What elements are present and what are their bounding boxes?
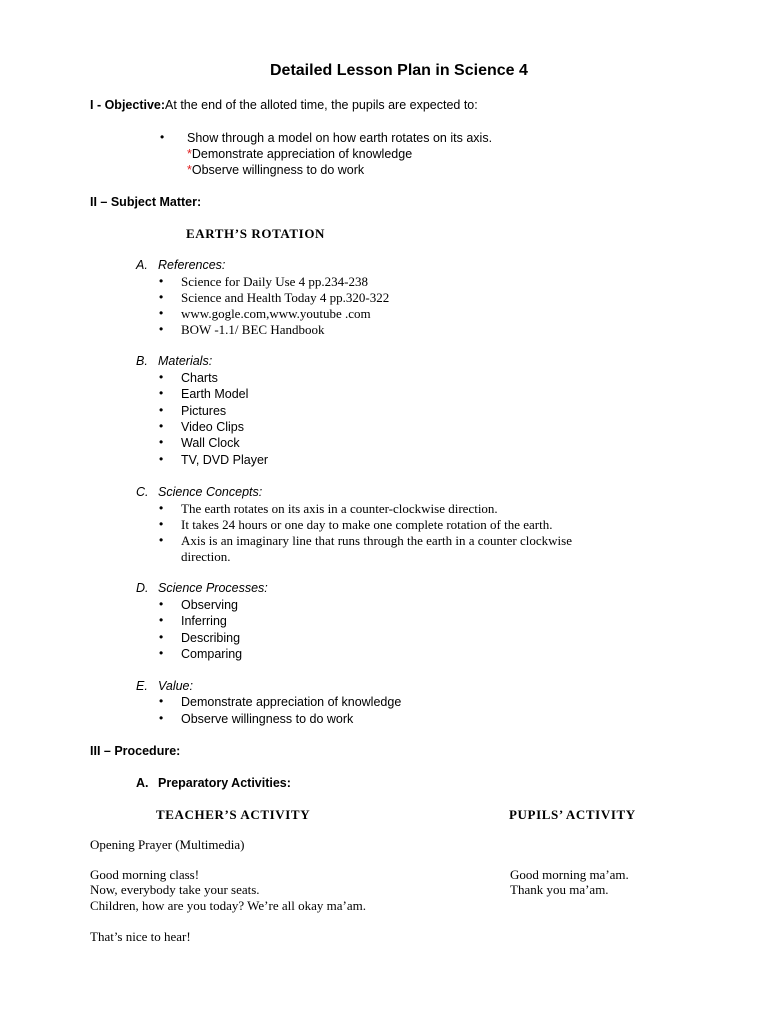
page-title: Detailed Lesson Plan in Science 4 — [270, 62, 528, 79]
teacher-line: Now, everybody take your seats. — [90, 882, 260, 897]
reference-item: Science for Daily Use 4 pp.234-238 — [181, 274, 369, 289]
material-item: Charts — [181, 371, 218, 385]
material-item: Video Clips — [181, 420, 245, 434]
section-letter: C. — [136, 485, 149, 499]
material-item: Wall Clock — [181, 436, 240, 450]
bullet-icon: • — [159, 630, 164, 644]
topic-heading: EARTH’S ROTATION — [186, 226, 326, 241]
reference-item: Science and Health Today 4 pp.320-322 — [181, 290, 390, 305]
teacher-line: Opening Prayer (Multimedia) — [90, 837, 245, 852]
process-item: Observing — [181, 598, 238, 612]
bullet-icon: • — [159, 403, 164, 417]
bullet-icon: • — [159, 419, 164, 433]
value-item: Demonstrate appreciation of knowledge — [181, 695, 402, 709]
process-item: Inferring — [181, 614, 227, 628]
bullet-icon: • — [159, 694, 164, 708]
bullet-icon: • — [159, 386, 164, 400]
bullet-icon: • — [159, 435, 164, 449]
bullet-icon: • — [159, 452, 164, 466]
reference-item: www.gogle.com,www.youtube .com — [181, 306, 371, 321]
process-item: Describing — [181, 631, 241, 645]
processes-label: Science Processes: — [158, 581, 268, 595]
objective-item: Show through a model on how earth rotates on its axis. — [187, 131, 493, 145]
bullet-icon: • — [159, 613, 164, 627]
subject-matter-label: II – Subject Matter: — [90, 195, 202, 209]
teacher-activity-header: TEACHER’S ACTIVITY — [156, 807, 311, 822]
objective-item: *Observe willingness to do work — [187, 163, 365, 177]
section-letter: A. — [136, 776, 149, 790]
bullet-icon: • — [159, 711, 164, 725]
asterisk-mark: * — [187, 163, 192, 177]
material-item: Pictures — [181, 404, 227, 418]
objective-line — [90, 98, 478, 112]
bullet-icon: • — [159, 597, 164, 611]
bullet-icon: • — [159, 290, 164, 304]
bullet-icon: • — [159, 370, 164, 384]
bullet-icon: • — [159, 322, 164, 336]
concept-item: It takes 24 hours or one day to make one complete rotation of the earth. — [181, 517, 553, 532]
section-letter: A. — [136, 258, 148, 272]
teacher-line: Good morning class! — [90, 867, 200, 882]
objective-item: *Demonstrate appreciation of knowledge — [187, 147, 413, 161]
section-letter: B. — [136, 354, 148, 368]
section-letter: E. — [136, 679, 148, 693]
teacher-line: That’s nice to hear! — [90, 929, 191, 944]
objective-text: At the end of the alloted time, the pupils are expected to: — [165, 98, 478, 112]
reference-item: BOW -1.1/ BEC Handbook — [181, 322, 325, 337]
material-item: Earth Model — [181, 387, 249, 401]
concept-item-continued: direction. — [181, 549, 231, 564]
concept-item: Axis is an imaginary line that runs through the earth in a counter clockwise — [181, 533, 572, 548]
concepts-label: Science Concepts: — [158, 485, 263, 499]
pupil-line: Good morning ma’am. — [510, 867, 629, 882]
bullet-icon: • — [159, 274, 164, 288]
bullet-icon: • — [159, 517, 164, 531]
pupil-line: Thank you ma’am. — [510, 882, 609, 897]
material-item: TV, DVD Player — [181, 453, 269, 467]
materials-label: Materials: — [158, 354, 213, 368]
preparatory-label: Preparatory Activities: — [158, 776, 291, 790]
references-label: References: — [158, 258, 226, 272]
bullet-icon: • — [159, 533, 164, 547]
concept-item: The earth rotates on its axis in a counter-clockwise direction. — [181, 501, 498, 516]
pupils-activity-header: PUPILS’ ACTIVITY — [509, 807, 636, 822]
value-label: Value: — [158, 679, 193, 693]
section-letter: D. — [136, 581, 149, 595]
teacher-line: Children, how are you today? We’re all okay ma’am. — [90, 898, 366, 913]
bullet-icon: • — [159, 646, 164, 660]
objective-label: I - Objective: — [90, 98, 166, 112]
process-item: Comparing — [181, 647, 243, 661]
procedure-label: III – Procedure: — [90, 744, 181, 758]
bullet-icon: • — [159, 501, 164, 515]
bullet-icon: • — [160, 130, 165, 144]
bullet-icon: • — [159, 306, 164, 320]
value-item: Observe willingness to do work — [181, 712, 354, 726]
asterisk-mark: * — [187, 147, 192, 161]
